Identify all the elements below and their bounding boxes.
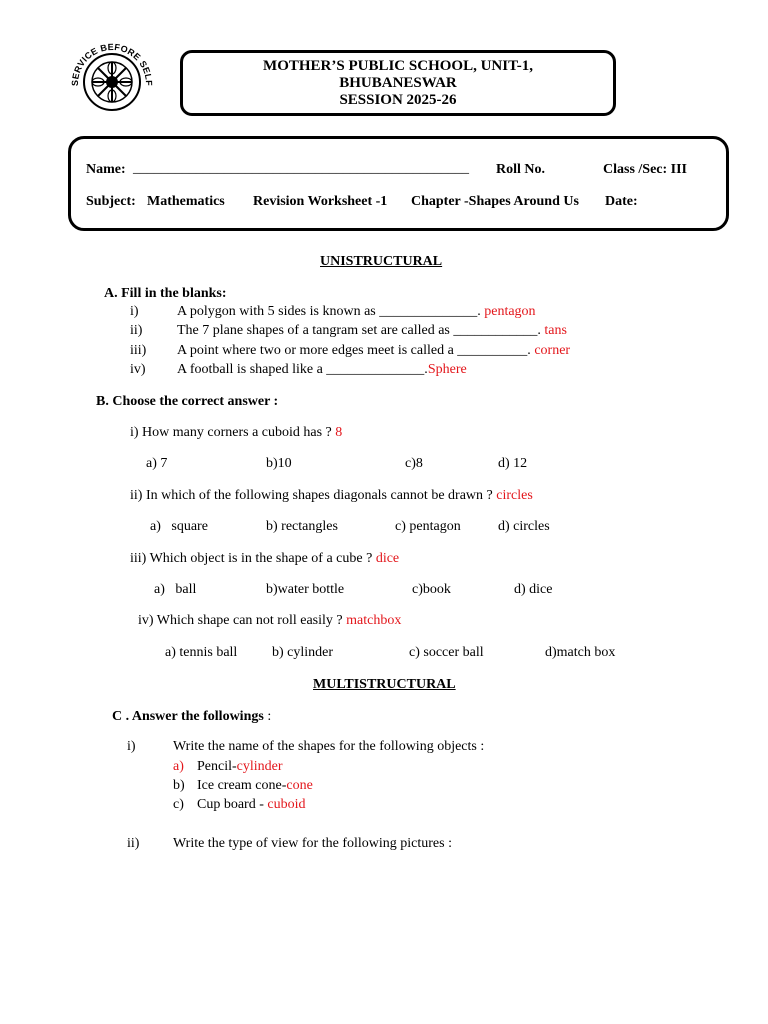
c-sub-b-answer: cone — [286, 778, 313, 793]
c-sub-a-answer: cylinder — [236, 759, 283, 774]
c-sub-c: Cup board - cuboid — [197, 797, 306, 812]
mcq-2-option-a: a) square — [150, 519, 208, 534]
mcq-answer-3: dice — [375, 551, 400, 566]
fill-num-4: iv) — [130, 362, 146, 377]
mcq-question-2: ii) In which of the following shapes diagonals cannot be drawn ? circles — [130, 488, 533, 503]
name-field[interactable]: ________________________________________________ — [133, 161, 469, 176]
fill-question-1: A polygon with 5 sides is known as ______________. pentagon — [177, 304, 536, 319]
mcq-question-3: iii) Which object is in the shape of a cube ? dice — [130, 551, 400, 566]
c-q1-text: Write the name of the shapes for the following objects : — [173, 739, 485, 754]
fill-answer-2: tans — [540, 323, 567, 338]
fill-question-2: The 7 plane shapes of a tangram set are called as ____________. tans — [177, 323, 567, 338]
school-logo — [64, 40, 160, 114]
section-a-heading: A. Fill in the blanks: — [104, 286, 227, 301]
mcq-1-option-b: b)10 — [266, 456, 292, 471]
fill-num-1: i) — [130, 304, 139, 319]
mcq-3-option-c: c)book — [412, 582, 451, 597]
mcq-3-option-a: a) ball — [154, 582, 197, 597]
fill-answer-1: pentagon — [480, 304, 536, 319]
mcq-answer-2: circles — [496, 488, 533, 503]
section-unistructural: UNISTRUCTURAL — [320, 254, 443, 269]
mcq-2-option-d: d) circles — [498, 519, 550, 534]
chapter-title: Chapter -Shapes Around Us — [411, 194, 579, 209]
date-label: Date: — [605, 194, 638, 209]
name-label: Name: — [86, 162, 126, 177]
mcq-4-option-d: d)match box — [545, 645, 616, 660]
c-q1-num: i) — [127, 739, 136, 754]
c-sub-a-letter: a) — [173, 759, 184, 774]
class-label: Class /Sec: III — [603, 162, 688, 177]
mcq-2-option-c: c) pentagon — [395, 519, 461, 534]
fill-answer-4: Sphere — [427, 362, 467, 377]
section-c-heading: C . Answer the followings : — [112, 709, 272, 724]
mcq-2-option-b: b) rectangles — [266, 519, 338, 534]
logo-motto: SERVICE BEFORE SELF — [69, 41, 155, 87]
school-name: MOTHER’S PUBLIC SCHOOL, UNIT-1, — [263, 58, 533, 74]
roll-label: Roll No. — [496, 162, 545, 177]
mcq-1-option-d: d) 12 — [498, 456, 528, 471]
mcq-3-option-b: b)water bottle — [266, 582, 345, 597]
mcq-3-option-d: d) dice — [514, 582, 553, 597]
mcq-4-option-b: b) cylinder — [272, 645, 334, 660]
c-sub-c-letter: c) — [173, 797, 184, 812]
c-sub-a: Pencil-cylinder — [197, 759, 283, 774]
school-city: BHUBANESWAR — [339, 75, 457, 91]
fill-answer-3: corner — [530, 343, 571, 358]
mcq-question-4: iv) Which shape can not roll easily ? matchbox — [138, 613, 402, 628]
c-q2-num: ii) — [127, 836, 140, 851]
section-b-heading: B. Choose the correct answer : — [96, 394, 279, 409]
fill-question-4: A football is shaped like a ______________.Sphere — [177, 362, 467, 377]
mcq-4-option-a: a) tennis ball — [165, 645, 238, 660]
fill-num-2: ii) — [130, 323, 143, 338]
fill-question-3: A point where two or more edges meet is called a __________. corner — [177, 343, 571, 358]
mcq-1-option-a: a) 7 — [146, 456, 168, 471]
subject-value: Mathematics — [147, 194, 225, 209]
mcq-question-1: i) How many corners a cuboid has ? 8 — [130, 425, 343, 440]
mcq-answer-1: 8 — [335, 425, 343, 440]
mcq-4-option-c: c) soccer ball — [409, 645, 484, 660]
fill-num-3: iii) — [130, 343, 147, 358]
student-info-box — [68, 136, 729, 231]
c-sub-b-letter: b) — [173, 778, 185, 793]
c-sub-b: Ice cream cone-cone — [197, 778, 313, 793]
c-q2-text: Write the type of view for the following pictures : — [173, 836, 452, 851]
mcq-1-option-c: c)8 — [405, 456, 423, 471]
worksheet-title: Revision Worksheet -1 — [253, 194, 388, 209]
subject-label: Subject: — [86, 194, 136, 209]
c-sub-c-answer: cuboid — [267, 797, 306, 812]
section-multistructural: MULTISTRUCTURAL — [313, 677, 456, 692]
mcq-answer-4: matchbox — [346, 613, 402, 628]
session: SESSION 2025-26 — [339, 92, 457, 108]
